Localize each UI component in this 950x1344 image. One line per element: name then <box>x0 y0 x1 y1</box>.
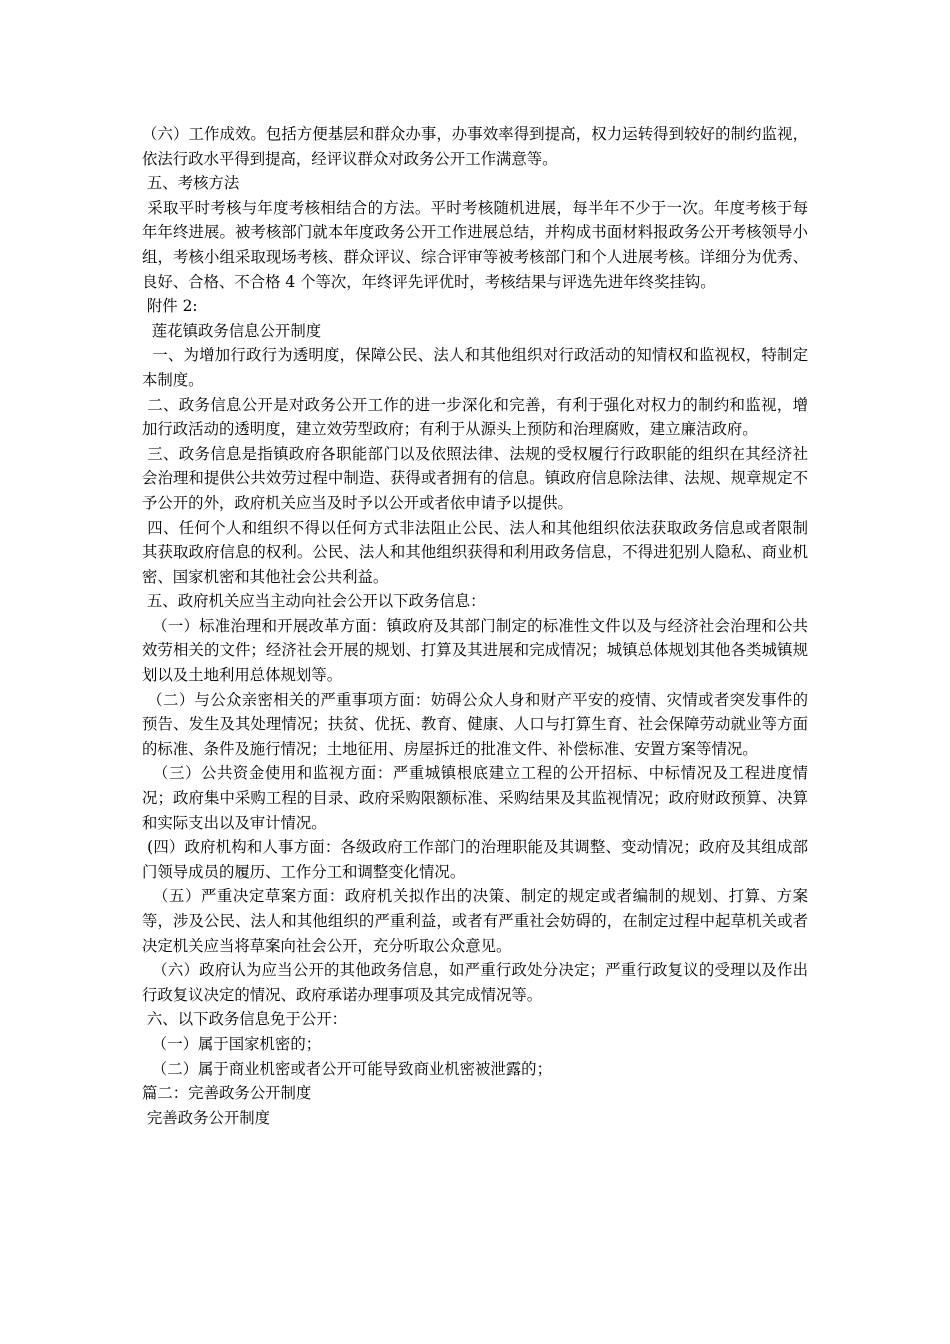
clause-5-item-6: （六）政府认为应当公开的其他政务信息，如严重行政处分决定；严重行政复议的受理以及作出行政复议决定的情况、政府承诺办理事项及其完成情况等。 <box>142 961 808 1004</box>
clause-6: 六、以下政务信息免于公开： <box>142 1010 347 1029</box>
clause-1: 一、为增加行政行为透明度，保障公民、法人和其他组织对行政活动的知情权和监视权，特制定本制度。 <box>142 346 808 389</box>
paragraph-assessment-method: 采取平时考核与年度考核相结合的方法。平时考核随机进展，每半年不少于一次。年度考核于每年年终进展。被考核部门就本年度政务公开工作进展总结，并构成书面材料报政务公开考核领导小组，考核小组采取现场考核、群众评议、综合评审等被考核部门和个人进展考核。详细分为优秀、良好、合格、不合格 4 个等次，年终评先评优时，考核结果与评选先进年终奖挂钩。 <box>142 198 808 291</box>
clause-2: 二、政务信息公开是对政务公开工作的进一步深化和完善，有利于强化对权力的制约和监视，增加行政活动的透明度，建立效劳型政府；有利于从源头上预防和治理腐败，建立廉洁政府。 <box>142 395 808 439</box>
section-title: 莲花镇政务信息公开制度 <box>142 321 322 340</box>
attachment-label: 附件 2: <box>142 297 198 316</box>
part-two-title: 完善政务公开制度 <box>142 1108 271 1127</box>
clause-5-item-4: (四）政府机构和人事方面：各级政府工作部门的治理职能及其调整、变动情况；政府及其组成部门领导成员的履历、工作分工和调整变化情况。 <box>142 838 808 881</box>
clause-6-item-2: （二）属于商业机密或者公开可能导致商业机密被泄露的； <box>142 1059 552 1078</box>
clause-5-item-2: （二）与公众亲密相关的严重事项方面：妨碍公众人身和财产平安的疫情、灾情或者突发事件的预告、发生及其处理情况；扶贫、优抚、教育、健康、人口与打算生育、社会保障劳动就业等方面的标准、条件及施行情况；土地征用、房屋拆迁的批准文件、补偿标准、安置方案等情况。 <box>142 690 808 758</box>
heading-assessment-method: 五、考核方法 <box>142 174 240 193</box>
clause-4: 四、任何个人和组织不得以任何方式非法阻止公民、法人和其他组织依法获取政务信息或者限制其获取政府信息的权利。公民、法人和其他组织获得和利用政务信息，不得进犯别人隐私、商业机密、国家机密和其他社会公共利益。 <box>142 518 808 586</box>
paragraph-work-results: （六）工作成效。包括方便基层和群众办事，办事效率得到提高，权力运转得到较好的制约监视，依法行政水平得到提高，经评议群众对政务公开工作满意等。 <box>142 125 808 168</box>
part-two-heading: 篇二：完善政务公开制度 <box>142 1084 312 1103</box>
clause-5: 五、政府机关应当主动向社会公开以下政务信息： <box>142 592 486 611</box>
clause-6-item-1: （一）属于国家机密的； <box>142 1034 322 1053</box>
clause-3: 三、政务信息是指镇政府各职能部门以及依照法律、法规的受权履行行政职能的组织在其经济社会治理和提供公共效劳过程中制造、获得或者拥有的信息。镇政府信息除法律、法规、规章规定不予公开的外，政府机关应当及时予以公开或者依申请予以提供。 <box>142 444 808 512</box>
clause-5-item-3: （三）公共资金使用和监视方面：严重城镇根底建立工程的公开招标、中标情况及工程进度情况；政府集中采购工程的目录、政府采购限额标准、采购结果及其监视情况；政府财政预算、决算和实际支出以及审计情况。 <box>142 764 808 832</box>
clause-5-item-1: （一）标准治理和开展改革方面：镇政府及其部门制定的标准性文件以及与经济社会治理和公共效劳相关的文件；经济社会开展的规划、打算及其进展和完成情况；城镇总体规划其他各类城镇规划以及土地利用总体规划等。 <box>142 616 808 685</box>
clause-5-item-5: （五）严重决定草案方面：政府机关拟作出的决策、制定的规定或者编制的规划、打算、方案等，涉及公民、法人和其他组织的严重利益，或者有严重社会妨碍的，在制定过程中起草机关或者决定机关应当将草案向社会公开，充分听取公众意见。 <box>142 887 808 955</box>
